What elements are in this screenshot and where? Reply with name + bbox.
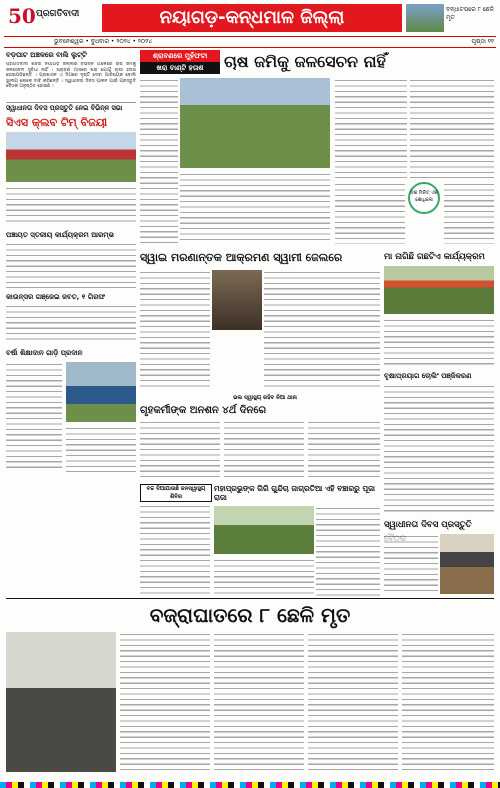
left-headline-6: ବର୍ଷା ଶିକ୍ଷାଦାନ ଗାଡ଼ି ପ୍ରଦାନ bbox=[6, 349, 83, 357]
left-headline-4: ପଞ୍ଚାୟତ ସ୍ତରୀୟ କାର୍ଯ୍ୟକ୍ରମ ଆରମ୍ଭ bbox=[6, 231, 115, 239]
story-body-column bbox=[384, 384, 494, 514]
kicker-1: ଶ୍ରାବଣରେ ମୁହଁଫଟା bbox=[140, 50, 220, 62]
story-body-column bbox=[410, 78, 494, 178]
story-body-column bbox=[335, 182, 405, 244]
right-headline-1: ମା ନାଗିଛି ଗଛଟିଏ କାର୍ଯ୍ୟକ୍ରମ bbox=[384, 252, 485, 262]
kicker-2: ଖରା ବାଣ୍ଟି ହତାଶ bbox=[140, 62, 220, 74]
bottom-main-headline: ବଜ୍ରାଘାତରେ ୮ ଛେଳି ମୃତ bbox=[149, 603, 351, 627]
story-body-column bbox=[6, 304, 136, 344]
center-main-headline: ସ୍ୱାଇ ମରଣାନ୍ତକ ଆକ୍ରମଣ ସ୍ୱାମୀ ଜେଲରେ bbox=[140, 251, 343, 264]
story-body-column bbox=[140, 504, 210, 594]
story-body: ପ୍ରଗତିବାଦୀ ଖବର ନୟାଗଡ଼ ଜିଲ୍ଲାର ବିଭିନ୍ନ ଅଞ୍ଚଳରେ ଚାଷ ଜମିକୁ ଜଳସେଚନ ସୁବିଧା ନାହିଁ । ଶ୍ରାବଣ ମାସରେ ଖରା ଯୋଗୁଁ ଚାଷୀ ହତାଶ ହୋଇପଡ଼ିଛନ୍ତି । ପ୍ରଶାସନ ଏ ଦିଗରେ ଦୃଷ୍ଟି ଦେବା ଆବଶ୍ୟକ ବୋଲି ସ୍ଥାନୀୟ ଲୋକେ ଦାବି କରିଛନ୍ତି । ସ୍ୱାଧୀନତା ଦିବସ ପାଳନ ପାଇଁ ପ୍ରସ୍ତୁତି ବୈଠକ ଅନୁଷ୍ଠିତ ହୋଇଛି । bbox=[6, 62, 136, 90]
section-divider bbox=[6, 598, 494, 599]
dead-goats-photo bbox=[6, 632, 116, 772]
banner-photo bbox=[406, 4, 444, 32]
story-body-column bbox=[402, 632, 494, 772]
story-body-column bbox=[224, 420, 304, 480]
story-body-column bbox=[444, 182, 494, 244]
section-banner-title: ନୟାଗଡ଼-କନ୍ଧମାଳ ଜିଲ୍ଲା bbox=[102, 4, 402, 32]
story-body-column bbox=[140, 270, 210, 390]
story-body-column bbox=[214, 632, 304, 772]
story-body-column bbox=[140, 78, 178, 243]
story-body-column bbox=[180, 172, 330, 244]
team-photo bbox=[6, 132, 136, 182]
top-main-headline: ଚାଷ ଜମିକୁ ଜଳସେଚନ ନାହିଁ bbox=[224, 52, 386, 71]
page-number: ପୃଷ୍ଠା ୧୧ bbox=[471, 38, 494, 45]
center-headline-3: ମହାପ୍ରଭୁଙ୍କ ଗିରି ଗୁନ୍ଦିଚା ଜାଗ୍ରତିଆ ଏହି ବଞ୍ଚାରରୁ ପୂଜା ରାଜା bbox=[214, 484, 375, 502]
left-headline-3: ସିଏସ କ୍ଲବ ଟିମ୍ ବିଜୟୀ bbox=[6, 116, 108, 129]
meeting-photo bbox=[440, 534, 494, 594]
story-body-column bbox=[308, 420, 380, 480]
newspaper-name: ପ୍ରଗତିବାଦୀ bbox=[36, 9, 80, 19]
story-body-column bbox=[66, 426, 136, 472]
dateline-text: ଭୁବନେଶ୍ୱର • ବୁଧବାର • ୨୦୨୪ • ୨୦୨୪ bbox=[54, 38, 153, 45]
center-kicker: ଭଲ ସ୍ୱାସ୍ଥ୍ୟ ରହିବ ନିଆ ଥାନା bbox=[233, 395, 297, 401]
banner-side-note: ବନ୍ଧାଟପରେ ୮ ଛେଳି ମୃତ bbox=[446, 6, 494, 21]
anniversary-logo: 50 bbox=[8, 4, 36, 28]
story-body-column bbox=[6, 242, 136, 288]
vehicle-handover-photo bbox=[66, 362, 136, 422]
left-headline-2: ସ୍ୱାଧୀନତା ଦିବସ ପ୍ରସ୍ତୁତି ନେଇ ବିଭିନ୍ନ ସଭା bbox=[6, 102, 136, 113]
story-body-column bbox=[6, 362, 62, 472]
story-body-column bbox=[316, 506, 380, 596]
story-body-column bbox=[384, 318, 494, 366]
right-headline-2: ବୃକ୍ଷାପ୍ରୟାଗ ଚୋଲିଂ ପଞ୍ଜିକରଣ bbox=[384, 372, 472, 380]
dateline bbox=[4, 36, 496, 48]
story-body-column bbox=[140, 420, 220, 480]
print-color-bar bbox=[0, 782, 500, 788]
story-body-column bbox=[120, 632, 210, 772]
left-headline-1: ବଡ଼ପାଟ ଅଞ୍ଚଳରେ ବାଲି ଲୁଟ୍ଟି bbox=[6, 51, 87, 59]
story-body-column bbox=[384, 534, 438, 594]
tree-planting-photo bbox=[384, 266, 494, 314]
story-body-column bbox=[214, 558, 314, 598]
story-body-column bbox=[335, 78, 407, 178]
story-body-column bbox=[264, 270, 380, 390]
callout-badge: ଦଶ ମିନିଟ୍ ଏନ୍ ଶୋଧିଲେ bbox=[408, 182, 440, 214]
masthead bbox=[4, 4, 496, 34]
paddy-field-photo bbox=[180, 78, 330, 168]
center-box-headline: ବଚ୍ଚ ଦିଆଯାଉଛି ଜନସ୍ୱାସ୍ଥ୍ୟ ଶିବିର bbox=[140, 484, 212, 502]
field-event-photo bbox=[214, 506, 314, 554]
right-headline-3: ସ୍ୱାଧୀନତା ଦିବସ ପ୍ରସ୍ତୁତି bbox=[384, 520, 472, 530]
left-headline-5: କାଉନ୍ସର ଗଞ୍ଜେଇ ଜବତ, ୧ ଗିରଫ bbox=[6, 293, 106, 301]
story-body-column bbox=[308, 632, 398, 772]
story-body-column bbox=[6, 186, 136, 226]
accused-portrait bbox=[212, 270, 262, 330]
center-headline-2: ଗୃହକର୍ମୀଙ୍କ ଅନଶନ ୪ର୍ଥ ଦିନରେ bbox=[140, 405, 267, 416]
